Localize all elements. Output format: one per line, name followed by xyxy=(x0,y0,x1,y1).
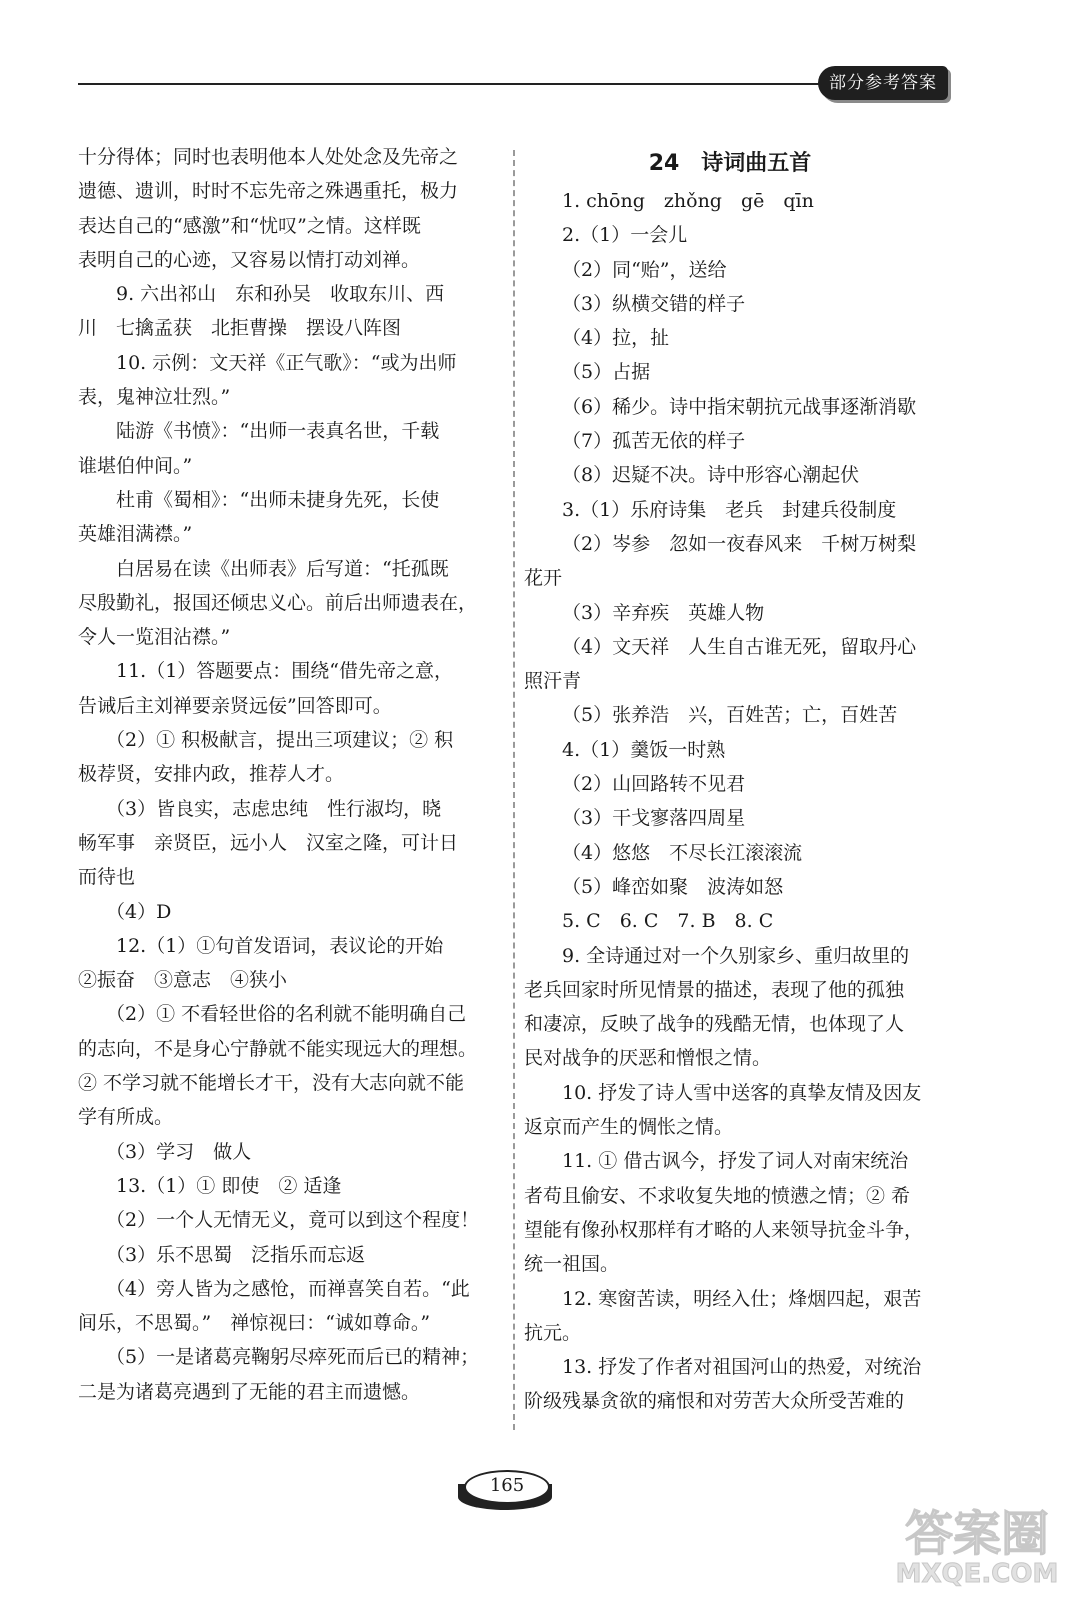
text-line: 者苟且偷安、不求收复失地的愤懑之情；② 希 xyxy=(524,1184,911,1207)
header-badge xyxy=(818,66,948,100)
text-line: 畅军事 亲贤臣，远小人 汉室之隆，可计日 xyxy=(78,831,459,854)
text-line: 11.（1）答题要点：围绕“借先帝之意， xyxy=(116,660,454,683)
text-line: （4）文天祥 人生自古谁无死，留取丹心 xyxy=(562,635,917,658)
text-line: 2.（1）一会儿 xyxy=(562,224,688,247)
text-line: （5）一是诸葛亮鞠躬尽瘁死而后已的精神； xyxy=(106,1346,480,1369)
text-line: 13. 抒发了作者对祖国河山的热爱，对统治 xyxy=(562,1356,922,1379)
text-line: （4）旁人皆为之感怆，而禅喜笑自若。“此 xyxy=(106,1277,470,1300)
text-line: （2）一个人无情无义，竟可以到这个程度！ xyxy=(106,1209,480,1232)
text-line: （4）D xyxy=(106,900,172,923)
text-line: 的志向，不是身心宁静就不能实现远大的理想。 xyxy=(78,1037,478,1060)
text-line: 间乐，不思蜀。” 禅惊视曰：“诚如尊命。” xyxy=(78,1312,431,1335)
text-line: 谁堪伯仲间。” xyxy=(78,454,193,477)
text-line: （4）悠悠 不尽长江滚滚流 xyxy=(562,841,803,864)
text-line: 花开 xyxy=(524,567,563,590)
text-line: 和凄凉，反映了战争的残酷无情，也体现了人 xyxy=(524,1013,905,1036)
text-line: 返京而产生的惆怅之情。 xyxy=(524,1116,734,1139)
watermark-logo xyxy=(882,1508,1072,1592)
text-line: （2）① 不看轻世俗的名利就不能明确自己 xyxy=(106,1003,467,1026)
text-line: （2）岑参 忽如一夜春风来 千树万树梨 xyxy=(562,532,917,555)
text-line: 5. C 6. C 7. B 8. C xyxy=(562,910,774,933)
text-line: （7）孤苦无依的样子 xyxy=(562,430,746,453)
watermark-title: 答案圈 xyxy=(904,1506,1049,1562)
text-line: 陆游《书愤》：“出师一表真名世，千载 xyxy=(116,420,440,443)
text-line: ②振奋 ③意志 ④狭小 xyxy=(78,969,288,992)
text-line: （5）占据 xyxy=(562,361,651,384)
text-line: 9. 全诗通过对一个久别家乡、重归故里的 xyxy=(562,944,910,967)
text-line: 12.（1）①句首发语词，表议论的开始 xyxy=(116,934,444,957)
text-line: 表，鬼神泣壮烈。” xyxy=(78,386,231,409)
text-line: 4.（1）羹饭一时熟 xyxy=(562,738,726,761)
text-line: 白居易在读《出师表》后写道：“托孤既 xyxy=(116,557,449,580)
text-line: 英雄泪满襟。” xyxy=(78,523,193,546)
text-line: （3）干戈寥落四周星 xyxy=(562,807,746,830)
text-line: （3）乐不思蜀 泛指乐而忘返 xyxy=(106,1243,366,1266)
text-line: 望能有像孙权那样有才略的人来领导抗金斗争， xyxy=(524,1218,924,1241)
text-line: （3）辛弃疾 英雄人物 xyxy=(562,601,765,624)
text-line: 民对战争的厌恶和憎恨之情。 xyxy=(524,1047,772,1070)
text-line: 告诫后主刘禅要亲贤远佞”回答即可。 xyxy=(78,694,392,717)
right-column-lines xyxy=(524,184,936,1419)
text-line: 极荐贤，安排内政，推荐人才。 xyxy=(78,763,345,786)
page-number-badge xyxy=(456,1470,552,1506)
column-divider xyxy=(513,150,515,1430)
text-line: 3.（1）乐府诗集 老兵 封建兵役制度 xyxy=(562,498,897,521)
text-line: （8）迟疑不决。诗中形容心潮起伏 xyxy=(562,464,860,487)
text-line: （5）张养浩 兴，百姓苦；亡，百姓苦 xyxy=(562,704,898,727)
text-line: 13.（1）① 即使 ② 适逢 xyxy=(116,1174,342,1197)
text-line: 表达自己的“感激”和“忧叹”之情。这样既 xyxy=(78,214,421,237)
text-line: 十分得体；同时也表明他本人处处念及先帝之 xyxy=(78,146,459,168)
text-line: 二是为诸葛亮遇到了无能的君主而遗憾。 xyxy=(78,1380,421,1403)
text-line: ② 不学习就不能增长才干，没有大志向就不能 xyxy=(78,1072,465,1095)
right-column xyxy=(524,140,936,1419)
text-line: 阶级残暴贪欲的痛恨和对劳苦大众所受苦难的 xyxy=(524,1390,905,1413)
text-line: 1. chōng zhǒng gē qīn xyxy=(562,190,814,212)
text-line: （3）纵横交错的样子 xyxy=(562,292,746,315)
watermark-url: MXQE.COM xyxy=(895,1559,1059,1589)
text-line: 抗元。 xyxy=(524,1321,582,1344)
text-line: 12. 寒窗苦读，明经入仕；烽烟四起，艰苦 xyxy=(562,1287,922,1310)
header-badge-label: 部分参考答案 xyxy=(829,73,937,93)
text-line: 照汗青 xyxy=(524,670,582,693)
text-line: （6）稀少。诗中指宋朝抗元战事逐渐消歇 xyxy=(562,395,917,418)
text-line: 学有所成。 xyxy=(78,1106,174,1129)
text-line: （2）① 积极献言，提出三项建议；② 积 xyxy=(106,729,454,752)
text-line: 杜甫《蜀相》：“出师未捷身先死，长使 xyxy=(116,488,440,511)
text-line: 10. 抒发了诗人雪中送客的真挚友情及因友 xyxy=(562,1081,922,1104)
text-line: 11. ① 借古讽今，抒发了词人对南宋统治 xyxy=(562,1150,909,1173)
text-line: 表明自己的心迹，又容易以情打动刘禅。 xyxy=(78,248,421,271)
text-line: （4）拉，扯 xyxy=(562,327,670,350)
text-line: （3）皆良实，志虑忠纯 性行淑均，晓 xyxy=(106,797,442,820)
section-title: 24 诗词曲五首 xyxy=(648,151,812,176)
left-column xyxy=(78,140,483,1409)
text-line: 而待也 xyxy=(78,866,136,889)
page-number: 165 xyxy=(489,1475,525,1496)
text-line: （3）学习 做人 xyxy=(106,1140,252,1163)
text-line: 老兵回家时所见情景的描述，表现了他的孤独 xyxy=(524,978,905,1001)
text-line: 川 七擒孟获 北拒曹操 摆设八阵图 xyxy=(78,317,402,340)
text-line: （5）峰峦如聚 波涛如怒 xyxy=(562,875,784,898)
text-line: 10. 示例：文天祥《正气歌》：“或为出师 xyxy=(116,351,457,374)
text-line: 尽殷勤礼，报国还倾忠义心。前后出师遗表在， xyxy=(78,591,478,614)
header-rule xyxy=(78,83,823,85)
text-line: （2）山回路转不见君 xyxy=(562,773,746,796)
text-line: 令人一览泪沾襟。” xyxy=(78,626,231,649)
text-line: 9. 六出祁山 东和孙吴 收取东川、西 xyxy=(116,283,445,306)
text-line: （2）同“贻”，送给 xyxy=(562,258,727,281)
text-line: 遗德、遗训，时时不忘先帝之殊遇重托，极力 xyxy=(78,180,459,203)
text-line: 统一祖国。 xyxy=(524,1253,620,1276)
